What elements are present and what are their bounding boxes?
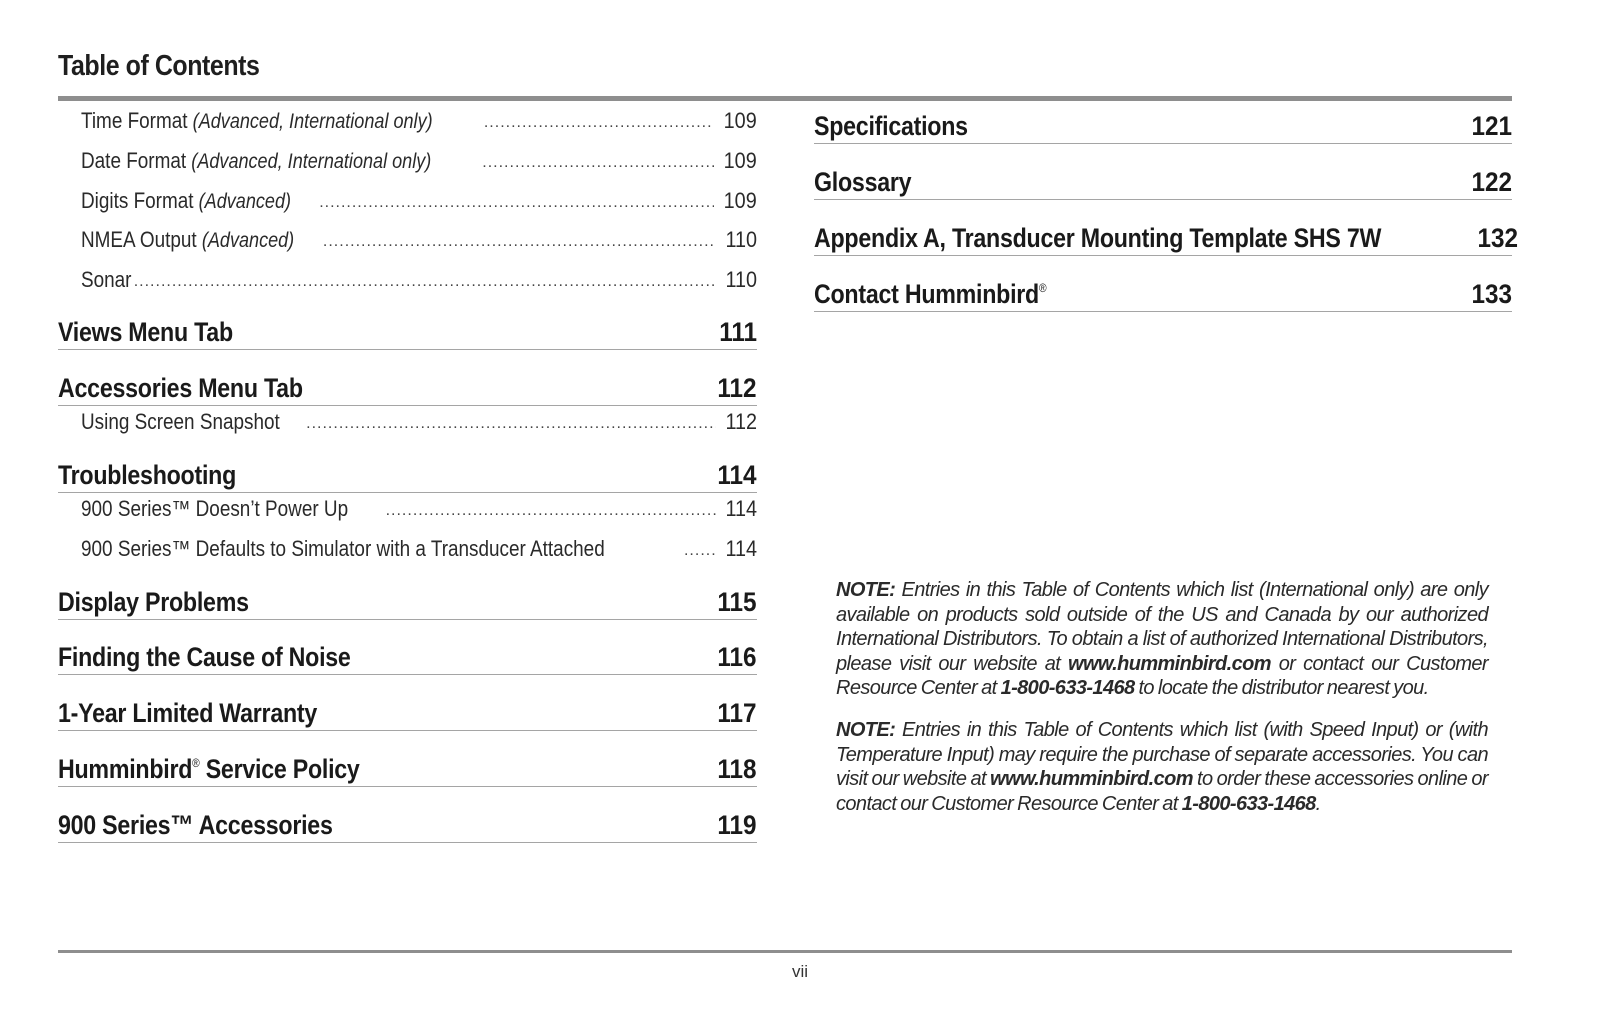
toc-page-number: 116 bbox=[717, 642, 757, 672]
toc-page-number: 115 bbox=[717, 587, 757, 617]
toc-page-number: 112 bbox=[725, 409, 757, 434]
toc-page-number: 109 bbox=[723, 188, 757, 213]
toc-page-number: 118 bbox=[717, 754, 757, 784]
note-text: Entries in this Table of Contents which list (with Speed Input) or (with Temperature Input) may require the purchase of separate accessories. You can visit our website at bbox=[836, 719, 1488, 790]
toc-entry-date-format[interactable] bbox=[81, 148, 757, 182]
registered-mark: ® bbox=[1038, 281, 1047, 295]
dot-leader bbox=[684, 542, 716, 560]
dot-leader bbox=[386, 502, 716, 520]
toc-section-label: Accessories Menu Tab bbox=[58, 373, 303, 403]
toc-section-label: Views Menu Tab bbox=[58, 317, 233, 347]
toc-section-service-policy[interactable] bbox=[58, 745, 757, 787]
toc-section-display-problems[interactable] bbox=[58, 578, 757, 620]
toc-entry-time-format[interactable] bbox=[81, 108, 757, 142]
toc-section-warranty[interactable] bbox=[58, 689, 757, 731]
dot-leader bbox=[306, 415, 716, 433]
note-website: www.humminbird.com bbox=[990, 768, 1193, 790]
toc-entry-qualifier: (Advanced) bbox=[201, 229, 295, 252]
toc-section-glossary[interactable] bbox=[814, 158, 1512, 200]
toc-page-number: 121 bbox=[1471, 111, 1512, 141]
dot-leader bbox=[134, 273, 716, 291]
note-lead: NOTE: bbox=[836, 719, 896, 741]
page-number: vii bbox=[791, 962, 809, 981]
toc-entry-label: Using Screen Snapshot bbox=[81, 409, 280, 434]
toc-section-contact[interactable] bbox=[814, 270, 1512, 312]
note-text: or contact our Customer Resource Center at bbox=[836, 652, 1488, 699]
dot-leader bbox=[323, 233, 716, 251]
toc-section-label bbox=[58, 754, 360, 785]
note-text: Entries in this Table of Contents which list (International only) are only available on products sold outside of the US and Canada by our authorized International Distributors. To obtain a list of authorized International Distributors, please visit our website at bbox=[836, 579, 1488, 675]
toc-entry-digits-format[interactable] bbox=[81, 188, 757, 222]
toc-page-number: 122 bbox=[1471, 167, 1512, 197]
toc-section-label: Troubleshooting bbox=[58, 460, 237, 490]
toc-section-label: Appendix A, Transducer Mounting Template SHS 7W bbox=[814, 223, 1382, 253]
toc-page-number: 132 bbox=[1477, 223, 1519, 253]
registered-mark: ® bbox=[192, 756, 200, 770]
toc-page-number: 109 bbox=[723, 108, 757, 133]
toc-entry-label: Time Format bbox=[81, 108, 188, 133]
note-international bbox=[836, 578, 1488, 701]
toc-section-label: 900 Series™ Accessories bbox=[58, 810, 333, 840]
toc-section-label: Glossary bbox=[814, 167, 912, 197]
note-website: www.humminbird.com bbox=[1068, 652, 1271, 675]
toc-page-number: 114 bbox=[717, 460, 757, 490]
toc-entry-label: Date Format bbox=[81, 148, 187, 173]
note-accessories bbox=[836, 718, 1488, 816]
toc-entry-doesnt-power-up[interactable] bbox=[81, 496, 757, 530]
note-text: . bbox=[1315, 792, 1321, 815]
note-phone: 1-800-633-1468 bbox=[1181, 792, 1316, 815]
toc-section-accessories[interactable] bbox=[58, 801, 757, 843]
toc-section-label: Display Problems bbox=[58, 587, 249, 617]
note-text: to locate the distributor nearest you. bbox=[1134, 677, 1429, 699]
toc-section-label: 1-Year Limited Warranty bbox=[58, 698, 318, 728]
toc-section-label: Finding the Cause of Noise bbox=[58, 642, 351, 672]
toc-section-label-text: Contact Humminbird bbox=[814, 279, 1039, 309]
toc-page-number: 112 bbox=[717, 373, 757, 403]
toc-page-number: 133 bbox=[1471, 279, 1512, 309]
toc-section-appendix-a[interactable] bbox=[814, 214, 1519, 256]
toc-section-label-prefix: Humminbird bbox=[58, 754, 193, 784]
toc-page-number: 110 bbox=[725, 227, 757, 252]
toc-section-finding-noise[interactable] bbox=[58, 633, 757, 675]
toc-entry-label: Digits Format bbox=[81, 188, 194, 213]
toc-page-number: 110 bbox=[725, 267, 757, 292]
note-text: to order these accessories online or contact our Customer Resource Center at bbox=[836, 768, 1488, 815]
toc-section-troubleshooting[interactable] bbox=[58, 451, 757, 493]
toc-section-views-menu-tab[interactable] bbox=[58, 308, 757, 350]
toc-section-accessories-menu-tab[interactable] bbox=[58, 364, 757, 406]
toc-page-number: 117 bbox=[717, 698, 757, 728]
toc-entry-label: 900 Series™ Defaults to Simulator with a Transducer Attached bbox=[81, 536, 605, 561]
toc-entry-defaults-to-simulator[interactable] bbox=[81, 536, 757, 570]
toc-entry-label: 900 Series™ Doesn’t Power Up bbox=[81, 496, 349, 521]
toc-entry-qualifier: (Advanced, International only) bbox=[192, 110, 433, 133]
toc-page-number: 119 bbox=[717, 810, 757, 840]
dot-leader bbox=[484, 114, 714, 132]
header-divider bbox=[58, 96, 1512, 101]
toc-section-label-suffix: Service Policy bbox=[199, 754, 360, 784]
toc-section-label: Specifications bbox=[814, 111, 968, 141]
toc-page-number: 114 bbox=[725, 496, 757, 521]
toc-entry-label: Sonar bbox=[81, 267, 132, 292]
footer-divider bbox=[58, 950, 1512, 953]
toc-page-number: 109 bbox=[723, 148, 757, 173]
toc-entry-qualifier: (Advanced, International only) bbox=[191, 150, 432, 173]
dot-leader bbox=[482, 154, 714, 172]
toc-page-number: 111 bbox=[719, 317, 757, 347]
toc-entry-sonar[interactable] bbox=[81, 267, 757, 301]
toc-entry-qualifier: (Advanced) bbox=[198, 190, 292, 213]
toc-entry-label: NMEA Output bbox=[81, 227, 197, 252]
toc-section-specifications[interactable] bbox=[814, 102, 1512, 144]
note-lead: NOTE: bbox=[836, 579, 896, 601]
toc-section-label bbox=[814, 279, 1046, 310]
dot-leader bbox=[319, 194, 714, 212]
toc-entry-using-screen-snapshot[interactable] bbox=[81, 409, 757, 443]
note-phone: 1-800-633-1468 bbox=[1000, 677, 1135, 699]
toc-page-number: 114 bbox=[725, 536, 757, 561]
page-title: Table of Contents bbox=[58, 50, 260, 82]
toc-entry-nmea-output[interactable] bbox=[81, 227, 757, 261]
